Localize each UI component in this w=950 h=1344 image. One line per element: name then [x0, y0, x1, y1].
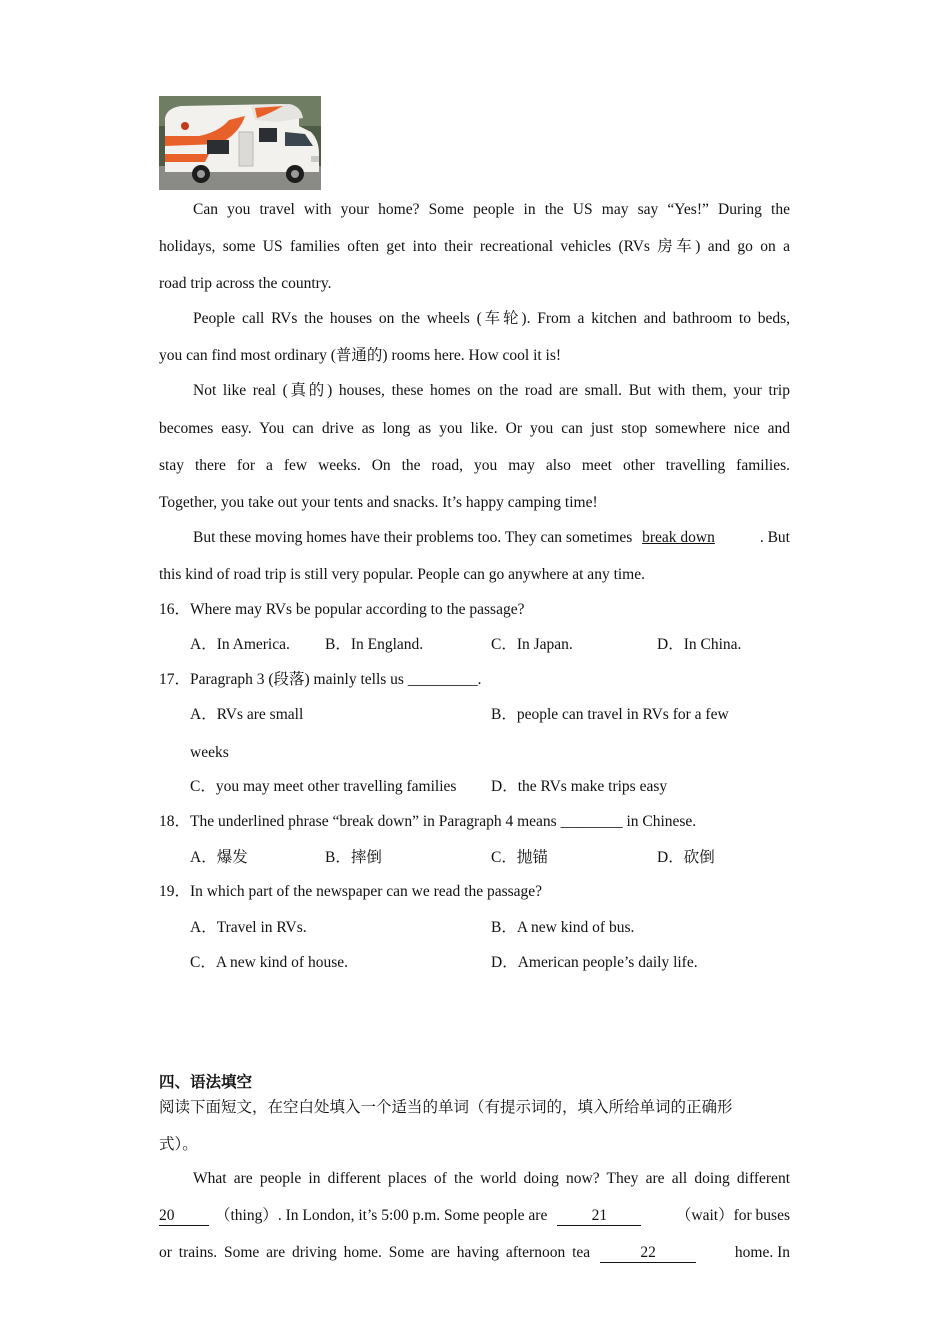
- passage-line: stay there for a few weeks. On the road, you may also meet other travelling families.: [159, 457, 790, 474]
- q16-option-a: A．In America.: [190, 636, 290, 653]
- question-19-stem: 19．In which part of the newspaper can we read the passage?: [159, 883, 543, 900]
- blank-21[interactable]: 21: [557, 1207, 641, 1226]
- blank-22[interactable]: 22: [600, 1244, 696, 1263]
- q19-option-c: C．A new kind of house.: [190, 954, 349, 971]
- passage-line: you can find most ordinary (普通的) rooms here. How cool it is!: [159, 347, 562, 364]
- cloze-line: [159, 1206, 790, 1226]
- rv-illustration: [159, 96, 321, 190]
- section-instruction: 式）。: [159, 1136, 198, 1153]
- q17-option-d: D．the RVs make trips easy: [491, 778, 668, 795]
- passage-text: . But: [759, 529, 790, 546]
- cloze-line: [159, 1243, 790, 1263]
- q16-option-c: C．In Japan.: [491, 636, 573, 653]
- passage-line: Not like real (真的) houses, these homes on the road are small. But with them, your trip: [193, 382, 790, 399]
- cloze-line: What are people in different places of the world doing now? They are all doing different: [193, 1170, 790, 1187]
- passage-line: Together, you take out your tents and snacks. It’s happy camping time!: [159, 494, 598, 511]
- passage-line: People call RVs the houses on the wheels (车轮). From a kitchen and bathroom to beds,: [193, 310, 790, 327]
- q18-option-d: D．砍倒: [657, 849, 715, 866]
- cloze-text: home. In: [734, 1244, 790, 1261]
- q17-option-b-continued: weeks: [190, 744, 229, 761]
- q17-option-c: C．you may meet other travelling families: [190, 778, 457, 795]
- blank-20[interactable]: 20: [159, 1207, 209, 1226]
- passage-line: this kind of road trip is still very popular. People can go anywhere at any time.: [159, 566, 645, 583]
- q18-option-b: B．摔倒: [325, 849, 382, 866]
- q18-option-a: A．爆发: [190, 849, 248, 866]
- q19-option-b: B．A new kind of bus.: [491, 919, 635, 936]
- passage-line: Can you travel with your home? Some people in the US may say “Yes!” During the: [193, 201, 790, 218]
- q16-option-b: B．In England.: [325, 636, 424, 653]
- question-17-stem: 17．Paragraph 3 (段落) mainly tells us _________.: [159, 671, 482, 688]
- rv-photo: [159, 96, 321, 190]
- cloze-text: or trains. Some are driving home. Some are having afternoon tea: [159, 1244, 591, 1261]
- q17-option-a: A．RVs are small: [190, 706, 304, 723]
- passage-line: [159, 528, 790, 548]
- cloze-text: （wait）for buses: [675, 1207, 790, 1224]
- q19-option-d: D．American people’s daily life.: [491, 954, 698, 971]
- underlined-phrase: break down: [642, 529, 715, 546]
- section-heading: 四、语法填空: [159, 1074, 253, 1091]
- passage-line: becomes easy. You can drive as long as you like. Or you can just stop somewhere nice and: [159, 420, 790, 437]
- section-instruction: 阅读下面短文，在空白处填入一个适当的单词（有提示词的，填入所给单词的正确形: [159, 1099, 733, 1116]
- q18-option-c: C．抛锚: [491, 849, 548, 866]
- question-16-stem: 16．Where may RVs be popular according to the passage?: [159, 601, 525, 618]
- passage-line: holidays, some US families often get into their recreational vehicles (RVs 房车) and go on a: [159, 238, 790, 255]
- q19-option-a: A．Travel in RVs.: [190, 919, 307, 936]
- question-18-stem: 18．The underlined phrase “break down” in Paragraph 4 means ________ in Chinese.: [159, 813, 697, 830]
- q17-option-b: B．people can travel in RVs for a few: [491, 706, 729, 723]
- passage-line: road trip across the country.: [159, 275, 332, 292]
- cloze-text: （thing）. In London, it’s 5:00 p.m. Some people are: [215, 1207, 548, 1224]
- q16-option-d: D．In China.: [657, 636, 742, 653]
- passage-text: But these moving homes have their problems too. They can sometimes: [193, 529, 637, 546]
